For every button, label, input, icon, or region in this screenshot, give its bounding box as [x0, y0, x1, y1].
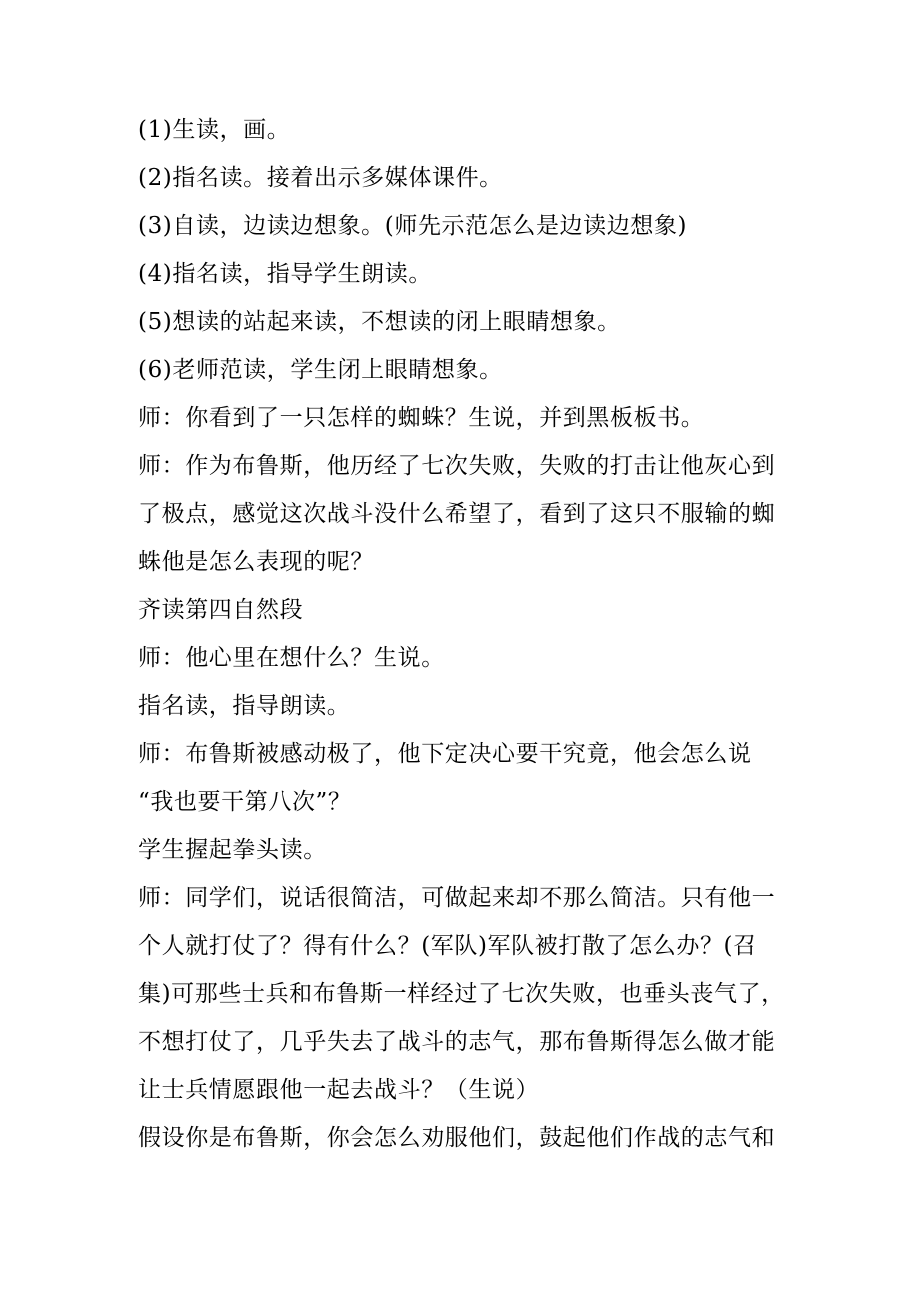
text-line: (2)指名读。接着出示多媒体课件。: [138, 165, 503, 191]
text-line: (3)自读，边读边想象。(师先示范怎么是边读边想象): [138, 213, 688, 239]
text-line: 蛛他是怎么表现的呢？: [138, 549, 374, 575]
text-line: (5)想读的站起来读，不想读的闭上眼睛想象。: [138, 309, 621, 335]
text-line: 不想打仗了，几乎失去了战斗的志气，那布鲁斯得怎么做才能: [138, 1029, 776, 1055]
text-line: (4)指名读，指导学生朗读。: [138, 261, 432, 287]
text-line: 个人就打仗了？得有什么？(军队)军队被打散了怎么办？(召: [138, 933, 757, 959]
text-line: 指名读，指导朗读。: [138, 693, 351, 719]
text-line: 师：他心里在想什么？生说。: [138, 645, 445, 671]
text-line: “我也要干第八次”？: [138, 789, 352, 815]
text-line: (1)生读，画。: [138, 117, 291, 143]
text-line: 师：同学们，说话很简洁，可做起来却不那么简洁。只有他一: [138, 885, 776, 911]
text-line: 师：你看到了一只怎样的蜘蛛？生说，并到黑板板书。: [138, 405, 705, 431]
text-line: 让士兵情愿跟他一起去战斗？（生说）: [138, 1077, 540, 1103]
text-line: 假设你是布鲁斯，你会怎么劝服他们，鼓起他们作战的志气和: [138, 1125, 776, 1151]
text-line: 师：布鲁斯被感动极了，他下定决心要干究竟，他会怎么说: [138, 741, 752, 767]
text-line: 学生握起拳头读。: [138, 837, 327, 863]
text-line: (6)老师范读，学生闭上眼睛想象。: [138, 357, 503, 383]
text-line: 齐读第四自然段: [138, 597, 304, 623]
text-line: 师：作为布鲁斯，他历经了七次失败，失败的打击让他灰心到: [138, 453, 776, 479]
document-body: [138, 106, 785, 1162]
text-line: 了极点，感觉这次战斗没什么希望了，看到了这只不服输的蜘: [138, 501, 776, 527]
text-line: 集)可那些士兵和布鲁斯一样经过了七次失败，也垂头丧气了，: [138, 981, 785, 1007]
